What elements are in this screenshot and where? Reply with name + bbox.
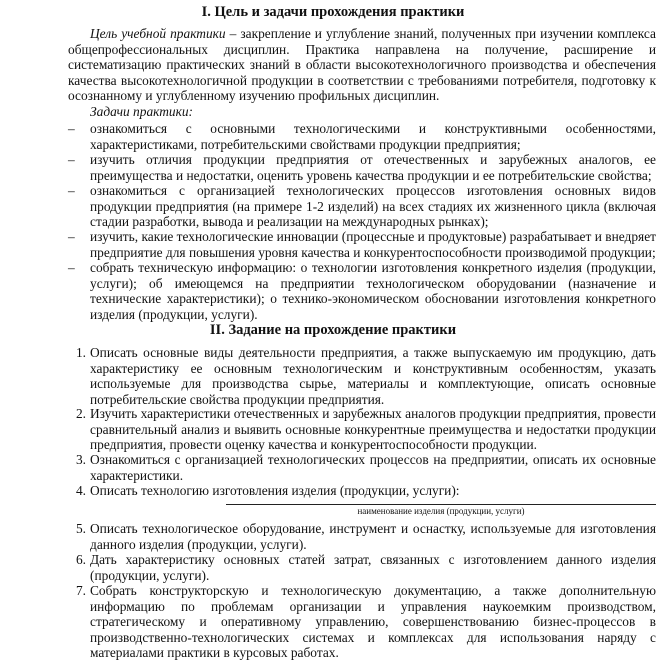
task-number: 5. [75,521,86,536]
section-1-title: I. Цель и задачи прохождения практики [201,4,465,20]
product-name-fill-line [226,504,656,505]
task-bullet: – [68,260,75,275]
task-number: 4. [75,483,86,498]
section-2-title: II. Задание на прохождение практики [209,322,457,338]
task-bullet: – [68,183,75,198]
task-number: 7. [75,583,86,598]
goal-text: – закрепление и углубление знаний, полученных при изучении комплекса общепрофессиональных дисциплин. Практика направлена на получение, расширение и систематизацию практических знаний в области высокотехнологичного производства и обеспечения качества высокотехнологичной продукции в соответствии с требованиями потребителя, подготовку к осознанному и углубленному изучению профильных дисциплин. [68,26,656,104]
task-item: ознакомиться с основными технологическими и конструктивными особенностями, характеристиками, потребительскими свойствами продукции предприятия; [90,121,656,152]
assignment-item: Дать характеристику основных статей затрат, связанных с изготовлением данного изделия (продукции, услуги). [90,552,656,583]
assignment-item: Собрать конструкторскую и технологическую документацию, а также дополнительную информацию по проблемам организации и управления наукоемким производством, стратегическому и оперативному управлению, совершенствованию бизнес-процессов в производственно-технологических системах и комплексах для использования наряду с материалами практики в курсовых работах. [90,583,656,661]
goal-paragraph [68,26,656,104]
task-item: собрать техническую информацию: о технологии изготовления конкретного изделия (продукции, услуги); об имеющемся на предприятии технологическом оборудовании (назначение и технические характеристики); о технико-экономическом обосновании изготовления конкретного изделия (продукции, услуги). [90,260,656,322]
task-number: 2. [75,406,86,421]
goal-term: Цель учебной практики [90,26,226,41]
assignment-item: Описать технологическое оборудование, инструмент и оснастку, используемые для изготовления данного изделия (продукции, услуги). [90,521,656,552]
task-number: 6. [75,552,86,567]
task-bullet: – [68,152,75,167]
assignment-item: Ознакомиться с организацией технологических процессов на предприятии, описать их основные характеристики. [90,452,656,483]
assignment-item: Описать технологию изготовления изделия (продукции, услуги): [90,483,460,498]
task-number: 1. [75,345,86,360]
tasks-label: Задачи практики: [90,104,194,119]
fill-line-caption: наименование изделия (продукции, услуги) [357,506,525,516]
task-item: изучить, какие технологические инновации (процессные и продуктовые) разрабатывает и внедряет предприятие для повышения уровня качества и конкурентоспособности производимой продукции; [90,229,656,260]
task-bullet: – [68,121,75,136]
task-bullet: – [68,229,75,244]
assignment-item: Описать основные виды деятельности предприятия, а также выпускаемую им продукцию, дать характеристику ее основным технологическим и конструктивным особенностям, указать используемые для производства сырье, материалы и комплектующие, описать основные потребительские свойства продукции предприятия. [90,345,656,407]
task-item: ознакомиться с организацией технологических процессов изготовления основных видов продукции предприятия (на примере 1-2 изделий) на всех стадиях их жизненного цикла (включая стадии разработки, вывода и реализации на международных рынках); [90,183,656,230]
task-number: 3. [75,452,86,467]
assignment-item: Изучить характеристики отечественных и зарубежных аналогов продукции предприятия, провести сравнительный анализ и выявить основные конкурентные преимущества и недостатки продукции предприятия, провести оценку качества и конкурентоспособности продукции. [90,406,656,453]
task-item: изучить отличия продукции предприятия от отечественных и зарубежных аналогов, ее преимущества и недостатки, оценить уровень качества продукции и ее потребительские свойства; [90,152,656,183]
